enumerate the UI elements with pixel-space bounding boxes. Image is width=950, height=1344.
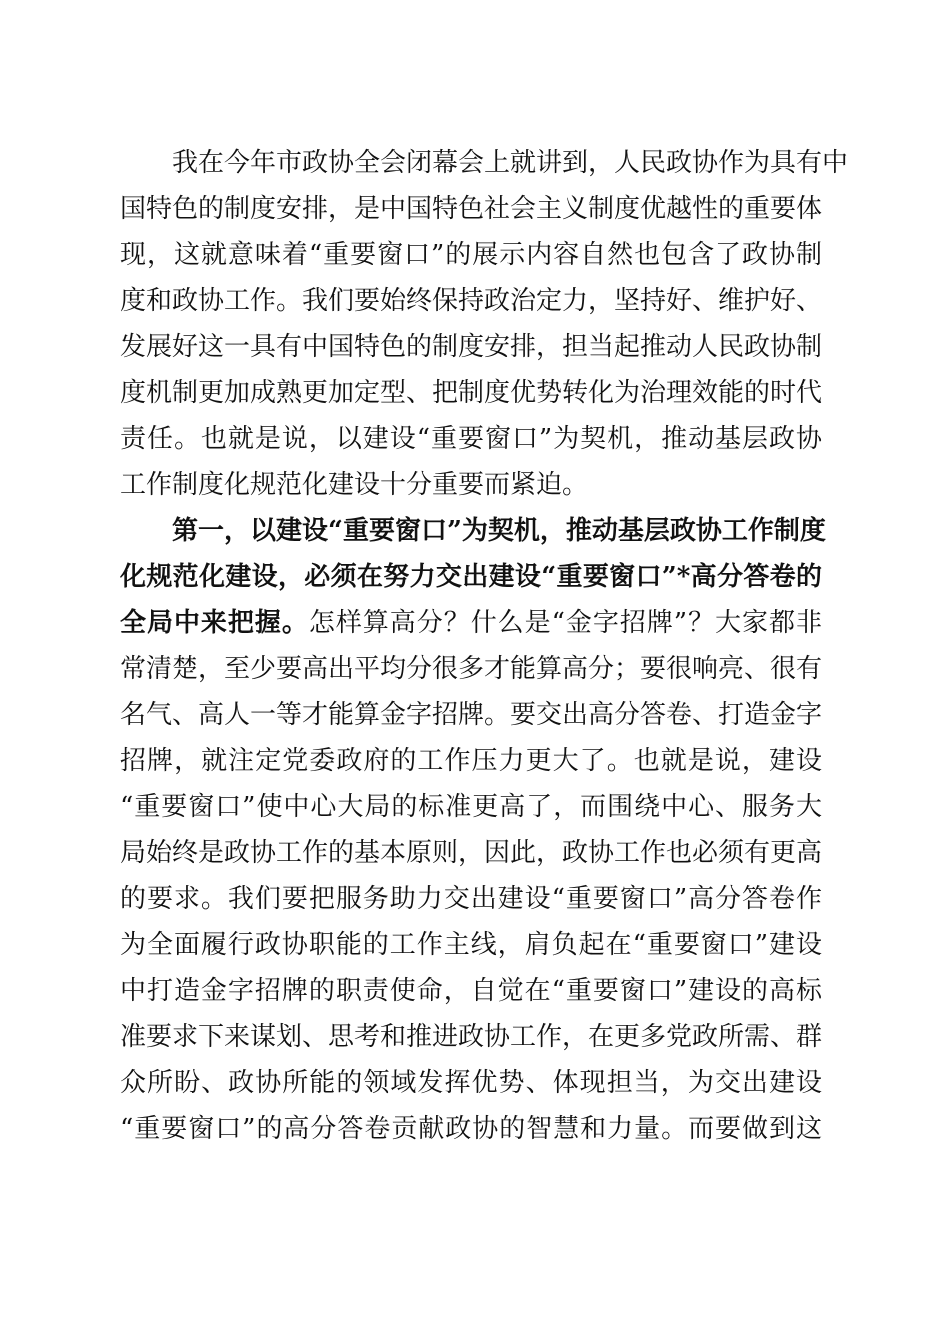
- text-line: 度机制更加成熟更加定型、把制度优势转化为治理效能的时代: [120, 378, 823, 408]
- text-line: 度和政协工作。我们要始终保持政治定力，坚持好、维护好、: [120, 286, 823, 316]
- text-line: 中打造金字招牌的职责使命，自觉在“重要窗口”建设的高标: [120, 976, 822, 1006]
- text-line: 为全面履行政协职能的工作主线，肩负起在“重要窗口”建设: [120, 930, 822, 960]
- text-line: 名气、高人一等才能算金字招牌。要交出高分答卷、打造金字: [120, 700, 823, 730]
- text-line: 的要求。我们要把服务助力交出建设“重要窗口”高分答卷作: [120, 884, 822, 914]
- text-line: 工作制度化规范化建设十分重要而紧迫。: [120, 470, 589, 500]
- text-line: 现，这就意味着“重要窗口”的展示内容自然也包含了政协制: [120, 240, 822, 270]
- mixed-line: [120, 600, 822, 646]
- paragraph-1: [120, 140, 849, 508]
- text-segment: 怎样算高分？什么是“金字招牌”？大家都非: [308, 608, 822, 638]
- document-body: [120, 140, 849, 1152]
- text-line: “重要窗口”使中心大局的标准更高了，而围绕中心、服务大: [120, 792, 822, 822]
- text-line: 我在今年市政协全会闭幕会上就讲到，人民政协作为具有中: [120, 148, 849, 178]
- text-line: 众所盼、政协所能的领域发挥优势、体现担当，为交出建设: [120, 1068, 822, 1098]
- bold-lead-line: 第一，以建设“重要窗口”为契机，推动基层政协工作制度: [120, 516, 826, 546]
- text-line: 常清楚，至少要高出平均分很多才能算高分；要很响亮、很有: [120, 654, 823, 684]
- text-line: 发展好这一具有中国特色的制度安排，担当起推动人民政协制: [120, 332, 823, 362]
- paragraph-2: [120, 508, 826, 1152]
- bold-lead-line: 化规范化建设，必须在努力交出建设“重要窗口”*高分答卷的: [120, 562, 822, 592]
- bold-lead-line: 全局中来把握。: [120, 608, 309, 638]
- text-line: 招牌，就注定党委政府的工作压力更大了。也就是说，建设: [120, 746, 822, 776]
- text-line: “重要窗口”的高分答卷贡献政协的智慧和力量。而要做到这: [120, 1114, 822, 1144]
- text-line: 局始终是政协工作的基本原则，因此，政协工作也必须有更高: [120, 838, 823, 868]
- text-line: 责任。也就是说，以建设“重要窗口”为契机，推动基层政协: [120, 424, 822, 454]
- text-line: 国特色的制度安排，是中国特色社会主义制度优越性的重要体: [120, 194, 823, 224]
- text-line: 准要求下来谋划、思考和推进政协工作，在更多党政所需、群: [120, 1022, 823, 1052]
